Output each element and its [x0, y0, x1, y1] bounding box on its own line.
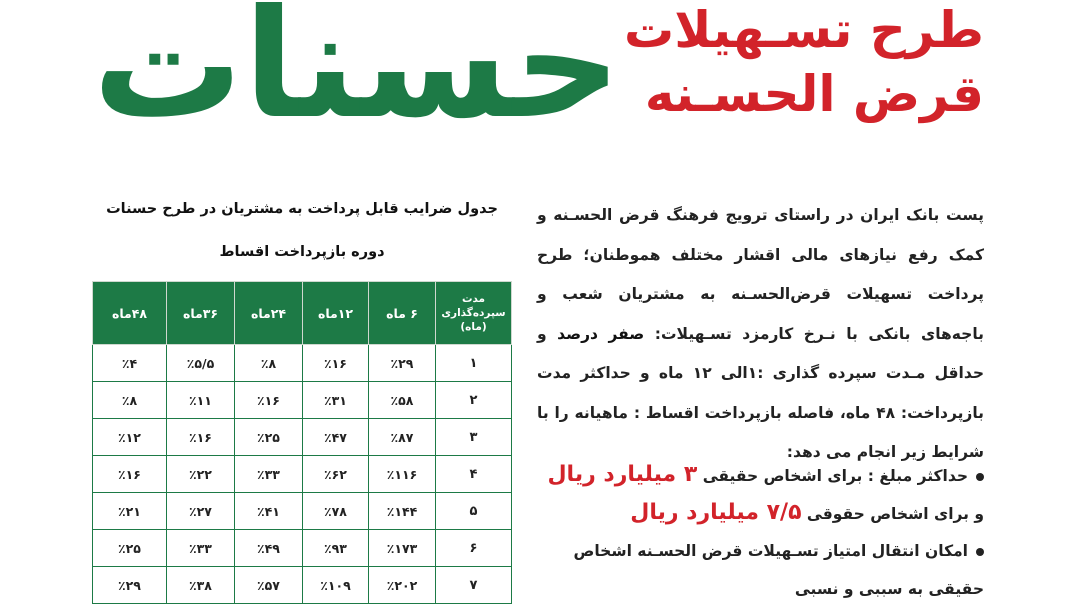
table-cell: ٪۲۲ — [167, 456, 235, 493]
table-cell: ٪۱۶ — [167, 419, 235, 456]
table-cell: ٪۸۷ — [369, 419, 436, 456]
column-header: ۱۲ماه — [303, 282, 369, 345]
table-cell: ٪۳۱ — [303, 382, 369, 419]
table-cell: ٪۳۳ — [235, 456, 303, 493]
table-cell: ٪۲۷ — [167, 493, 235, 530]
bullet-transfer-cont — [534, 570, 984, 608]
table-cell: ٪۱۶ — [93, 456, 167, 493]
table-cell: ٪۴۱ — [235, 493, 303, 530]
table-cell: ٪۶۲ — [303, 456, 369, 493]
column-header: ۳۶ماه — [167, 282, 235, 345]
bullet-text: حقیقی به سببی و نسبی — [794, 580, 984, 598]
table-row — [93, 345, 512, 382]
column-header: ۴۸ماه — [93, 282, 167, 345]
bullet-dot-icon — [976, 548, 984, 556]
column-header-deposit-period: مدت سپرده‌گذاری (ماه) — [436, 282, 512, 345]
table-cell: ٪۳۸ — [167, 567, 235, 604]
article-rest: و حداقل مـدت سپرده گذاری :۱الی ۱۲ ماه و حداکثر مدت بازپرداخت: ۴۸ ماه، فاصله بازپرداخت اقساط : ماهیانه را با شرایط زیر انجام می دهد: — [537, 324, 984, 461]
table-cell: ٪۱۲ — [93, 419, 167, 456]
table-row — [93, 530, 512, 567]
row-label: ۶ — [436, 530, 512, 567]
table-title: جدول ضرایب قابل پرداخت به مشتریان در طرح حسنات — [106, 201, 498, 217]
amount-legal-entity: ۷/۵ میلیارد ریال — [630, 500, 802, 525]
bullet-text: امکان انتقال امتیاز تسـهیلات قرض الحسـنه اشخاص — [573, 542, 968, 560]
table-row — [93, 493, 512, 530]
table-cell: ٪۴ — [93, 345, 167, 382]
row-label: ۱ — [436, 345, 512, 382]
table-cell: ٪۸ — [235, 345, 303, 382]
bullet-max-amount — [534, 456, 984, 494]
conditions-list — [534, 456, 984, 608]
rates-table-header — [93, 282, 512, 345]
table-cell: ٪۸ — [93, 382, 167, 419]
table-cell: ٪۱۰۹ — [303, 567, 369, 604]
table-cell: ٪۲۹ — [369, 345, 436, 382]
article-intro: پست بانک ایران در راستای ترویج فرهنگ قرض الحسـنه و کمک رفع نیازهای مالی اقشار مختلف هموطنان؛ طرح پرداخت تسهیلات قرض‌الحسـنه به مشتریان شعب و باجه‌های بانکی با نـرخ کارمزد تسـهیلات: — [537, 206, 984, 343]
table-cell: ٪۱۴۴ — [369, 493, 436, 530]
bullet-dot-icon — [976, 473, 984, 481]
table-cell: ٪۱۱۶ — [369, 456, 436, 493]
table-cell: ٪۷۸ — [303, 493, 369, 530]
table-cell: ٪۵/۵ — [167, 345, 235, 382]
headline-line-1: طرح تسـهیلات — [623, 1, 984, 59]
table-row — [93, 382, 512, 419]
table-cell: ٪۲۹ — [93, 567, 167, 604]
bullet-text: و برای اشخاص حقوقی — [806, 505, 984, 523]
article-body — [537, 196, 984, 473]
table-cell: ٪۲۰۲ — [369, 567, 436, 604]
bullet-transfer — [534, 532, 984, 570]
brand-logo-text: حسنات — [92, 0, 622, 152]
column-header: ۶ ماه — [369, 282, 436, 345]
table-row — [93, 456, 512, 493]
row-label: ۲ — [436, 382, 512, 419]
table-cell: ٪۴۷ — [303, 419, 369, 456]
header-row — [93, 282, 512, 345]
table-cell: ٪۱۶ — [235, 382, 303, 419]
rates-table — [92, 281, 512, 604]
table-cell: ٪۵۸ — [369, 382, 436, 419]
table-cell: ٪۱۶ — [303, 345, 369, 382]
table-cell: ٪۲۵ — [93, 530, 167, 567]
table-cell: ٪۵۷ — [235, 567, 303, 604]
table-row — [93, 419, 512, 456]
row-label: ۵ — [436, 493, 512, 530]
column-header: ۲۴ماه — [235, 282, 303, 345]
table-cell: ٪۴۹ — [235, 530, 303, 567]
table-cell: ٪۱۷۳ — [369, 530, 436, 567]
table-cell: ٪۲۱ — [93, 493, 167, 530]
table-cell: ٪۹۳ — [303, 530, 369, 567]
table-cell: ٪۱۱ — [167, 382, 235, 419]
headline-line-2: قرض الحسـنه — [644, 65, 984, 123]
table-cell: ٪۳۳ — [167, 530, 235, 567]
table-cell: ٪۲۵ — [235, 419, 303, 456]
bullet-max-amount-legal — [534, 494, 984, 532]
bullet-text: حداکثر مبلغ : برای اشخاص حقیقی — [702, 467, 968, 485]
article-highlight: صفر درصد — [557, 324, 645, 343]
row-label: ۴ — [436, 456, 512, 493]
row-label: ۷ — [436, 567, 512, 604]
table-subtitle: دوره بازپرداخت اقساط — [219, 244, 385, 260]
table-row — [93, 567, 512, 604]
amount-individual: ۳ میلیارد ریال — [547, 462, 698, 487]
row-label: ۳ — [436, 419, 512, 456]
